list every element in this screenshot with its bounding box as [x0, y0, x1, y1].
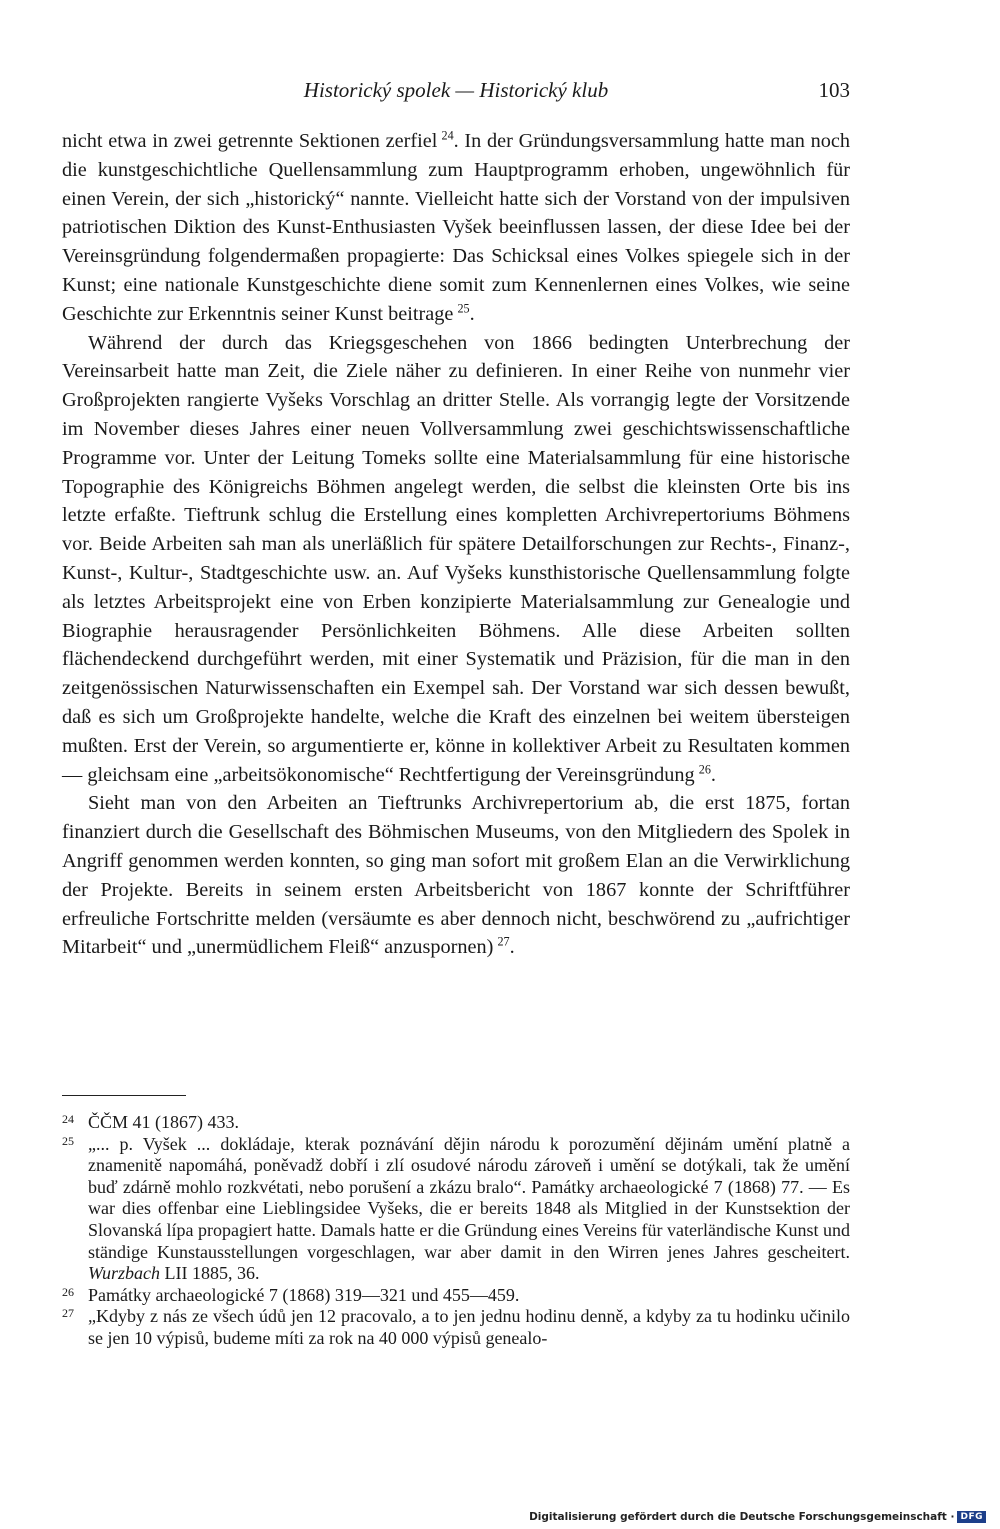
- paragraph-1: nicht etwa in zwei getrennte Sektionen zerfiel $^{24}$. In der Gründungsversammlung hatte man noch die kunstgeschichtliche Quellensammlung zum Hauptprogramm erhoben, ungewöhnlich für einen Verein, der sich „historický“ nannte. Vielleicht hatte sich der Vorstand von der impulsiven patriotischen Diktion des Kunst-Enthusiasten Vyšek beeinflussen lassen, der diese Idee bei der Vereinsgründung folgendermaßen propagierte: Das Schicksal eines Volkes spiegele sich in der Kunst; eine nationale Kunstgeschichte diene somit zum Kennenlernen eines Volkes, wie seine Geschichte zur Erkenntnis seiner Kunst beitrage $^{25}$.: [62, 128, 850, 325]
- running-title: Historický spolek — Historický klub: [303, 78, 609, 102]
- dfg-logo-icon: DFG: [957, 1511, 986, 1523]
- footnote-number: 26: [62, 1284, 74, 1299]
- footnote-number: 27: [62, 1306, 74, 1321]
- main-text: [62, 127, 850, 962]
- paragraph-2: Während der durch das Kriegsgeschehen von 1866 bedingten Unterbrechung der Vereinsarbeit hatte man Zeit, die Ziele näher zu definieren. In einer Reihe von nunmehr vier Großprojekten rangierte Vyšeks Vorschlag an dritter Stelle. Als vorrangig legte der Vorsitzende im November dieses Jahres einer neuen Vollversammlung zwei geschichtswissenschaftliche Programme vor. Unter der Leitung Tomeks sollte eine Materialsammlung für eine historische Topographie des Königreichs Böhmen angelegt werden, die selbst die kleinsten Orte bis ins letzte erfaßte. Tieftrunk schlug die Erstellung eines kompletten Archivrepertoriums Böhmens vor. Beide Arbeiten sah man als unerläßlich für spätere Detailforschungen zur Rechts-, Finanz-, Kunst-, Kultur-, Stadtgeschichte usw. an. Auf Vyšeks kunsthistorische Quellensammlung folgte als letztes Arbeitsprojekt eine von Erben konzipierte Materialsammlung zur Genealogie und Biographie herausragender Persönlichkeiten Böhmens. Alle diese Arbeiten sollten flächendeckend durchgeführt werden, mit einer Systematik und Präzision, für die man in den zeitgenössischen Naturwissenschaften ein Exempel sah. Der Vorstand war sich dessen bewußt, daß es sich um Großprojekte handelte, welche die Kraft des einzelnen bei weitem übersteigen mußten. Erst der Verein, so argumentierte er, könne in kollektiver Arbeit zu Resultaten kommen — gleichsam eine „arbeitsökonomische“ Rechtfertigung der Vereinsgründung $^{26}$.: [62, 331, 850, 786]
- footnote-number: 24: [62, 1112, 74, 1126]
- footnote-number: 25: [62, 1133, 74, 1148]
- footnote-27: 27 „Kdyby z nás ze všech údů jen 12 pracovalo, a to jen jednu hodinu denně, a kdyby za tu hodinku učinilo se jen 10 výpisů, budeme míti za rok na 40 000 výpisů genealo-: [62, 1306, 850, 1349]
- page-header: [62, 78, 850, 108]
- footnote-ref-24[interactable]: 24: [441, 128, 454, 143]
- paragraph-3: Sieht man von den Arbeiten an Tieftrunks Archivrepertorium ab, die erst 1875, fortan finanziert durch die Gesellschaft des Böhmischen Museums, von den Mitgliedern des Spolek in Angriff genommen werden konnten, so ging man sofort mit großem Elan an die Verwirklichung der Projekte. Bereits in seinem ersten Arbeitsbericht von 1867 konnte der Schriftführer erfreuliche Fortschritte melden (versäumte es aber dennoch nicht, beschwörend zu „aufrichtiger Mitarbeit“ und „unermüdlichem Fleiß“ anzuspornen) $^{27}$.: [62, 792, 850, 959]
- footnote-ref-25[interactable]: 25: [457, 301, 470, 316]
- footnote-ref-26[interactable]: 26: [698, 762, 711, 777]
- footnote-24: 24 ČČM 41 (1867) 433.: [62, 1112, 850, 1134]
- footnote-separator: [62, 1095, 186, 1096]
- footnotes: [62, 1112, 850, 1350]
- footnote-ref-27[interactable]: 27: [497, 935, 510, 950]
- digitization-credit: [529, 1511, 986, 1523]
- footnote-25: 25 „... p. Vyšek ... dokládaje, kterak poznávání dějin národu k porozumění dějinám umění platně a znamenitě napomáhá, poněvadž dobří i zlí osudové národu zároveň i umění se dotýkali, tak že umění buď zdárně mohlo rozkvétati, nebo porušení a zkázu bralo“. Památky archaeologické 7 (1868) 77. — Es war dies offenbar eine Lieblingsidee Vyšeks, die er bereits 1848 als Mitglied in der Kunstsektion der Slovanská lípa propagiert hatte. Damals hatte er die Gründung eines Vereins für vaterländische Kunst und ständige Kunstausstellungen vorgeschlagen, war aber damit in den Wirren jenes Jahres gescheitert. Wurzbach LII 1885, 36.: [62, 1134, 850, 1285]
- footnote-26: 26 Památky archaeologické 7 (1868) 319—321 und 455—459.: [62, 1285, 850, 1307]
- credit-text: Digitalisierung gefördert durch die Deutsche Forschungsgemeinschaft ·: [529, 1511, 955, 1523]
- page-number: 103: [818, 78, 850, 102]
